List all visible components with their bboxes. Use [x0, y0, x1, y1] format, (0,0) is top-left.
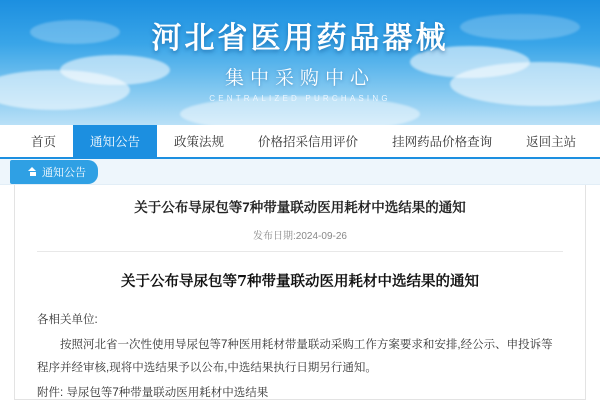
- breadcrumb-label: 通知公告: [42, 166, 86, 179]
- document-title: 关于公布导尿包等7种带量联动医用耗材中选结果的通知: [120, 272, 480, 290]
- document-paragraph: 按照河北省一次性使用导尿包等7种医用耗材带量联动采购工作方案要求和安排,经公示、申投诉等程序并经审核,现将中选结果予以公布,中选结果执行日期另行通知。: [37, 338, 553, 374]
- nav-item-home[interactable]: 首页: [31, 135, 57, 149]
- document-card: [14, 185, 586, 400]
- site-title-english: CENTRALIZED PURCHASING: [209, 94, 391, 103]
- nav-item-drug-price-query[interactable]: 挂网药品价格查询: [392, 135, 493, 149]
- site-title: 河北省医用药品器械: [151, 21, 449, 56]
- breadcrumb: [0, 159, 600, 185]
- document-attachment-line: 附件: 导尿包等7种带量联动医用耗材中选结果: [37, 386, 269, 399]
- nav-item-notices[interactable]: 通知公告: [73, 125, 157, 157]
- document-paragraph: 各相关单位:: [37, 313, 98, 326]
- site-subtitle: 集中采购中心: [224, 67, 375, 89]
- nav-item-policies[interactable]: 政策法规: [174, 135, 225, 149]
- document-publish-date: 发布日期:2024-09-26: [37, 227, 563, 252]
- main-navigation: [0, 125, 600, 159]
- home-icon: [28, 167, 37, 176]
- nav-item-credit-evaluation[interactable]: 价格招采信用评价: [258, 135, 359, 149]
- breadcrumb-current[interactable]: [10, 160, 98, 184]
- nav-item-back-to-main-site[interactable]: 返回主站: [526, 135, 577, 149]
- site-banner: [0, 0, 600, 125]
- document-body: [37, 309, 563, 400]
- content-area: [0, 185, 600, 400]
- document-header-title: 关于公布导尿包等7种带量联动医用耗材中选结果的通知: [134, 200, 466, 215]
